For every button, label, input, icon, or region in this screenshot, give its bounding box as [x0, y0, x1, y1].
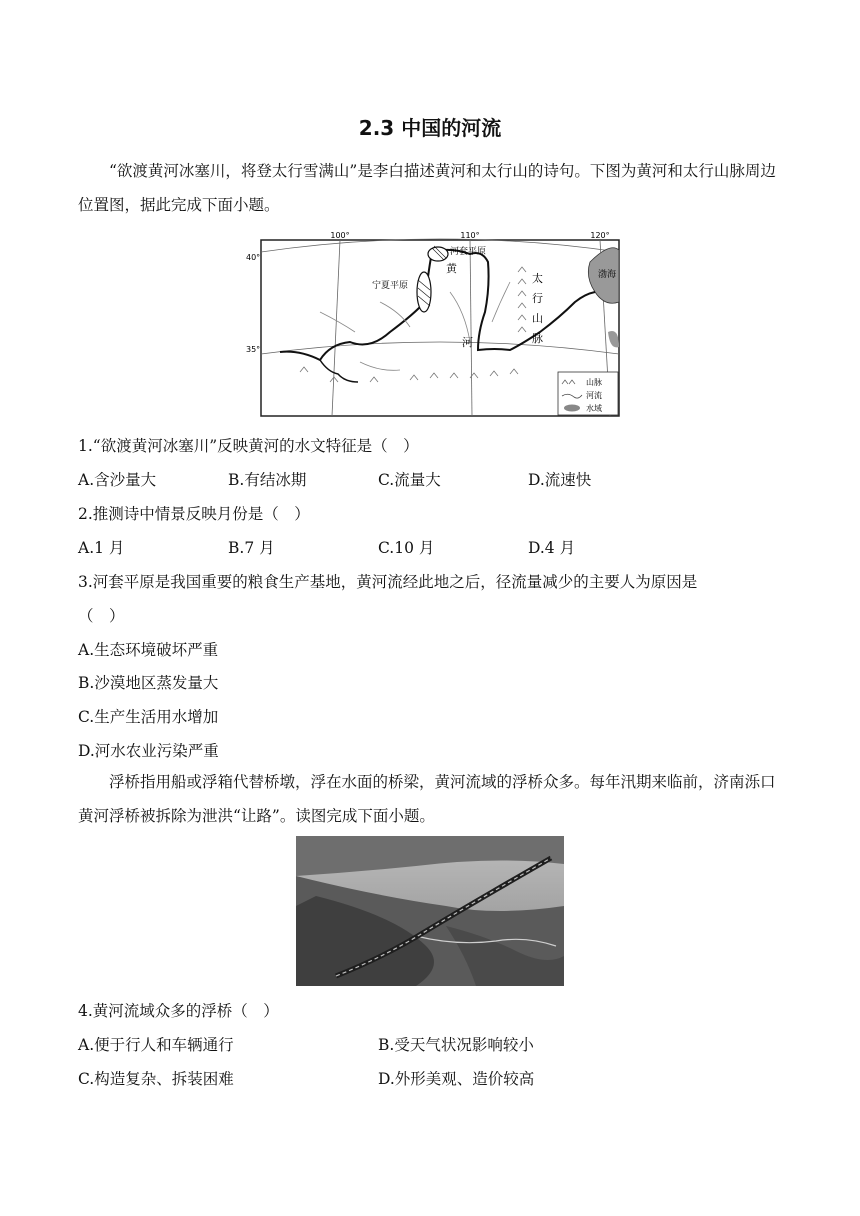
q2-option-b[interactable]: B.7 月 [228, 539, 275, 557]
legend-mountain: 山脉 [586, 378, 602, 387]
q3-option-b[interactable]: B.沙漠地区蒸发量大 [78, 674, 219, 692]
ningxia-label: 宁夏平原 [372, 281, 409, 291]
intro-paragraph-1: “欲渡黄河冰塞川，将登太行雪满山”是李白描述黄河和太行山的诗句。下图为黄河和太行山脉周边位置图，据此完成下面小题。 [78, 162, 776, 214]
legend-water: 水域 [586, 404, 602, 413]
lon-label: 100° [330, 231, 350, 240]
q3-option-c[interactable]: C.生产生活用水增加 [78, 708, 219, 726]
question-4-stem: 4.黄河流域众多的浮桥（ ） [78, 1002, 279, 1020]
q2-option-d[interactable]: D.4 月 [528, 539, 576, 557]
intro-paragraph-2: 浮桥指用船或浮箱代替桥墩，浮在水面的桥梁，黄河流域的浮桥众多。每年汛期来临前，济南泺口黄河浮桥被拆除为泄洪“让路”。读图完成下面小题。 [78, 773, 776, 825]
q1-option-c[interactable]: C.流量大 [378, 471, 441, 489]
q3-option-d[interactable]: D.河水农业污染严重 [78, 742, 219, 760]
taihang-label: 太 [532, 272, 543, 285]
q2-option-a[interactable]: A.1 月 [78, 539, 125, 557]
q4-option-c[interactable]: C.构造复杂、拆装困难 [78, 1070, 234, 1088]
huang-label: 黄 [446, 262, 457, 275]
hetao-label: 河套平原 [450, 247, 487, 257]
q4-option-b[interactable]: B.受天气状况影响较小 [378, 1036, 534, 1054]
pontoon-bridge-photo [296, 836, 564, 986]
question-2-stem: 2.推测诗中情景反映月份是（ ） [78, 505, 310, 523]
q1-option-a[interactable]: A.含沙量大 [78, 471, 157, 489]
q4-option-a[interactable]: A.便于行人和车辆通行 [78, 1036, 234, 1054]
legend-river: 河流 [586, 391, 602, 400]
lon-label: 110° [460, 231, 480, 240]
page-title: 2.3 中国的河流 [358, 116, 502, 140]
bohai-label: 渤海 [598, 270, 617, 280]
lat-label: 40° [246, 253, 261, 262]
question-1-stem: 1.“欲渡黄河冰塞川”反映黄河的水文特征是（ ） [78, 437, 419, 455]
question-3-stem-cont: （ ） [78, 607, 125, 625]
map-legend [558, 372, 618, 415]
taihang-label: 脉 [532, 332, 543, 345]
q1-option-b[interactable]: B.有结冰期 [228, 471, 307, 489]
ningxia-plain [417, 272, 431, 312]
yellow-river-map [246, 231, 620, 417]
lon-label: 120° [590, 231, 610, 240]
q4-option-d[interactable]: D.外形美观、造价较高 [378, 1070, 535, 1088]
q1-option-d[interactable]: D.流速快 [528, 471, 592, 489]
lat-label: 35° [246, 345, 261, 354]
taihang-label: 行 [532, 292, 543, 305]
q2-option-c[interactable]: C.10 月 [378, 539, 435, 557]
question-3-stem: 3.河套平原是我国重要的粮食生产基地，黄河流经此地之后，径流量减少的主要人为原因是 [78, 573, 698, 591]
he-label: 河 [462, 336, 473, 349]
taihang-label: 山 [532, 312, 543, 325]
q3-option-a[interactable]: A.生态环境破坏严重 [78, 641, 219, 659]
